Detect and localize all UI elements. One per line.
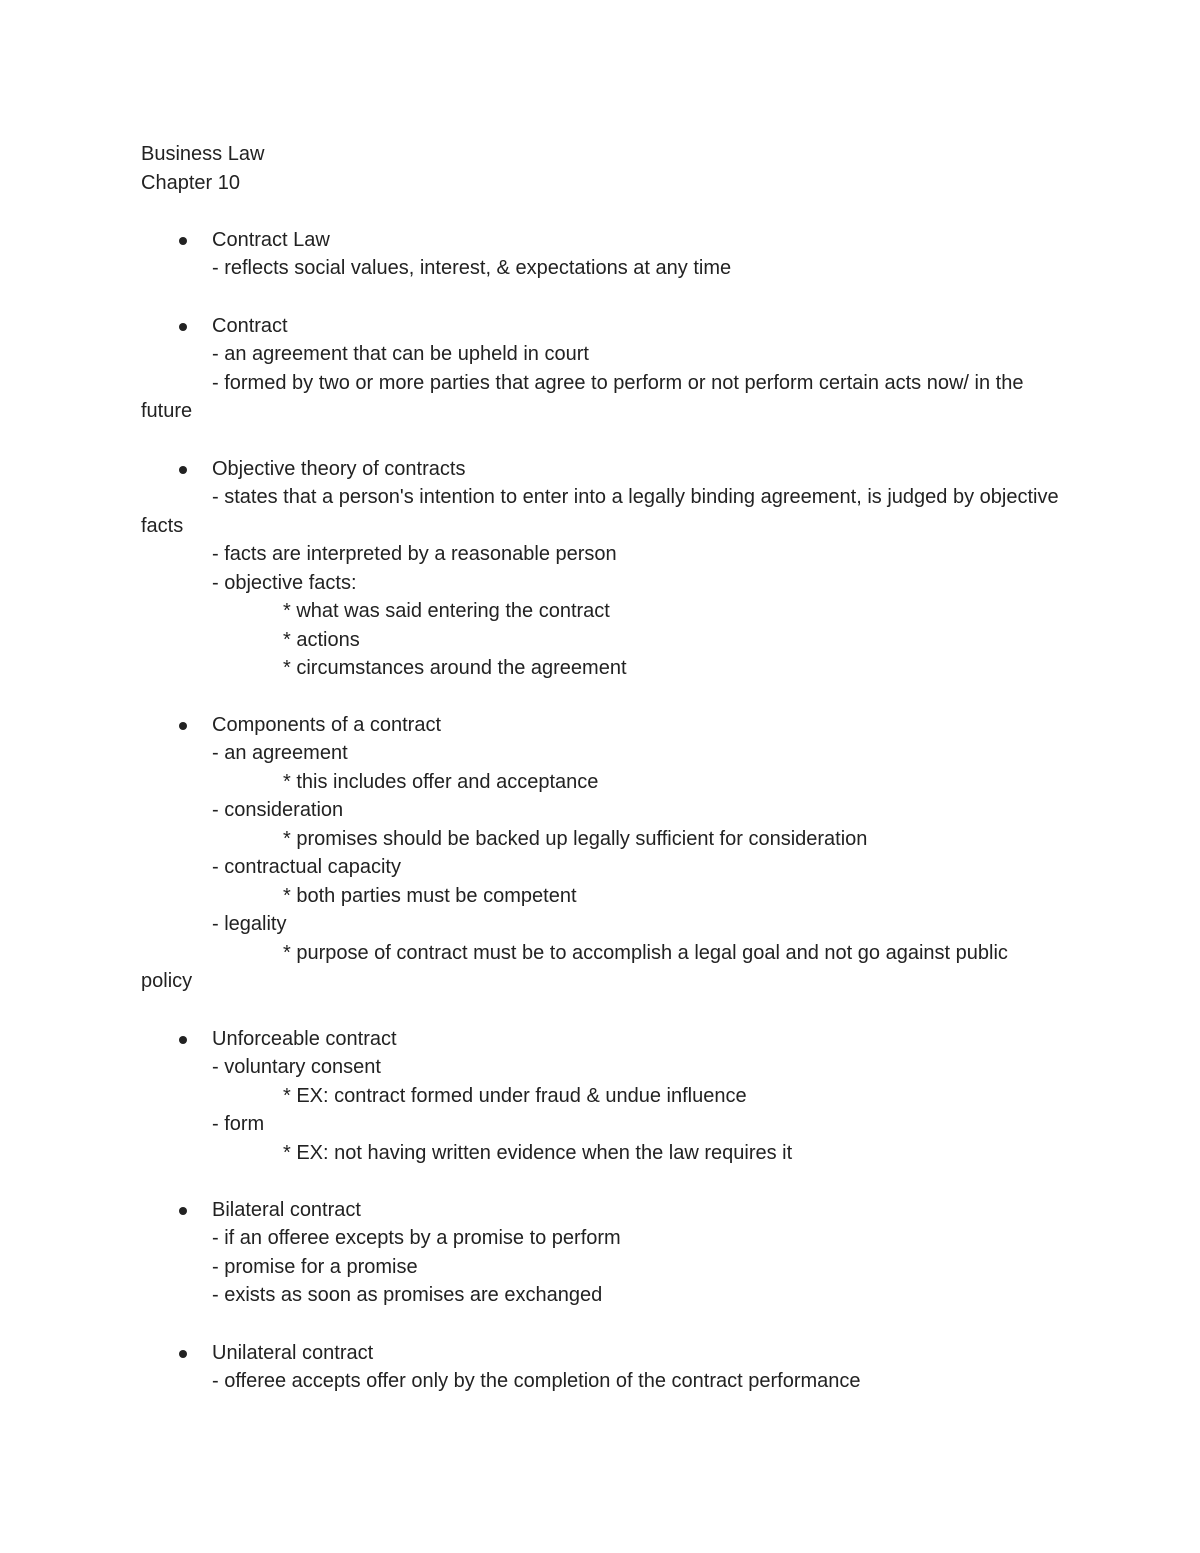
note-subline: * what was said entering the contract xyxy=(283,600,610,622)
section-heading: Contract Law xyxy=(212,229,330,251)
note-line: - form xyxy=(212,1113,265,1135)
section-heading: Unilateral contract xyxy=(212,1342,374,1364)
section-heading: Objective theory of contracts xyxy=(212,458,466,480)
section-contract xyxy=(141,312,1061,426)
note-line: - voluntary consent xyxy=(212,1056,381,1078)
note-line: - reflects social values, interest, & expectations at any time xyxy=(212,257,732,279)
note-line: - an agreement that can be upheld in court xyxy=(212,343,589,365)
section-contract-law xyxy=(141,226,1061,283)
note-line: - exists as soon as promises are exchanged xyxy=(212,1284,603,1306)
bullet-icon xyxy=(179,323,187,331)
note-subline: * purpose of contract must be to accomplish a legal goal and not go against public policy xyxy=(141,941,1008,992)
document-title: Business Law xyxy=(141,143,265,165)
note-line: - states that a person's intention to enter into a legally binding agreement, is judged by objective facts xyxy=(141,486,1059,537)
section-unforceable xyxy=(141,1025,1061,1167)
bullet-icon xyxy=(179,1207,187,1215)
note-line: - objective facts: xyxy=(212,571,357,594)
note-subline: * actions xyxy=(283,628,360,651)
note-line: - if an offeree excepts by a promise to perform xyxy=(212,1227,621,1249)
note-subline: * EX: not having written evidence when the law requires it xyxy=(283,1141,793,1164)
note-subline: * promises should be backed up legally sufficient for consideration xyxy=(283,827,868,850)
note-subline: * EX: contract formed under fraud & undue influence xyxy=(283,1084,747,1107)
note-subline: * both parties must be competent xyxy=(283,884,577,907)
bullet-icon xyxy=(179,237,187,245)
note-line: - legality xyxy=(212,913,287,935)
bullet-icon xyxy=(179,722,187,730)
note-line: - consideration xyxy=(212,799,344,821)
note-line: - contractual capacity xyxy=(212,856,401,878)
document-header xyxy=(141,140,264,198)
section-heading: Unforceable contract xyxy=(212,1028,397,1050)
note-subline: * this includes offer and acceptance xyxy=(283,770,599,793)
note-subline: * circumstances around the agreement xyxy=(283,657,627,679)
section-heading: Contract xyxy=(212,315,288,337)
section-heading: Components of a contract xyxy=(212,714,442,736)
section-heading: Bilateral contract xyxy=(212,1199,361,1221)
note-line: - offeree accepts offer only by the completion of the contract performance xyxy=(212,1370,861,1392)
bullet-icon xyxy=(179,466,187,474)
bullet-icon xyxy=(179,1036,187,1044)
note-line: - facts are interpreted by a reasonable person xyxy=(212,543,617,565)
bullet-icon xyxy=(179,1350,187,1358)
note-line: - promise for a promise xyxy=(212,1255,418,1278)
section-bilateral xyxy=(141,1196,1061,1310)
section-objective-theory xyxy=(141,455,1061,683)
section-components xyxy=(141,711,1061,996)
note-line: - an agreement xyxy=(212,742,348,764)
section-unilateral xyxy=(141,1339,1061,1396)
note-line: - formed by two or more parties that agree to perform or not perform certain acts now/ in the future xyxy=(141,371,1024,422)
document-subtitle: Chapter 10 xyxy=(141,172,240,194)
